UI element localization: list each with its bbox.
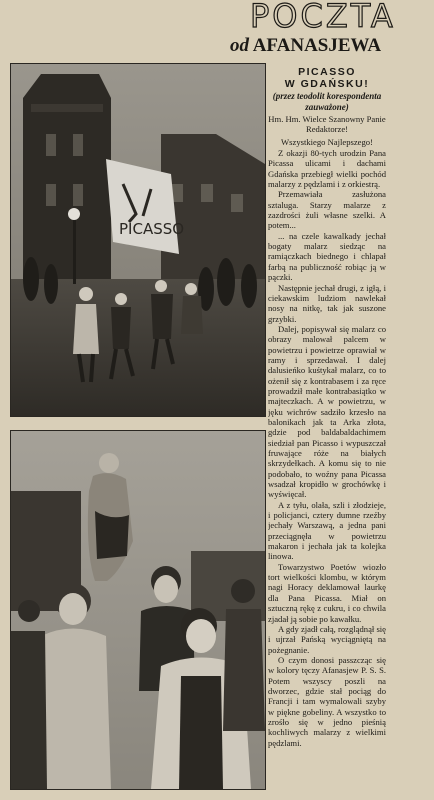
article-paragraph: Następnie jechał drugi, z igłą, i ciekawskim ludziom nawlekał nosy na nitkę, tak jak suszone grzybki. [268, 282, 386, 324]
article-paragraph: ... na czele kawalkady jechał bogaty malarz siedząc na ramiączkach biednego i chlapał farbą na publiczność robiąc ją w pączki. [268, 230, 386, 283]
article-paragraph: A z tyłu, olała, szli i złodzieje, i policjanci, cztery dumne rzeźby jechały Warszawą, a jedna pani przeciągnęła w powietrzu makaron i jechała jak ta kolejka linowa. [268, 499, 386, 562]
headline-line2: W GDAŃSKU! [284, 78, 370, 90]
photo-sculpture-image [11, 431, 265, 789]
byline-prefix: od [230, 35, 249, 56]
headline-line1: PICASSO [298, 66, 356, 78]
article-paragraph: A gdy zjadł całą, rozglądnął się i ujrzał Pańską wyciągniętą na pożegnanie. [268, 623, 386, 655]
photo-procession-image [11, 64, 265, 416]
article-column [268, 66, 386, 788]
article-paragraph: O czym donosi passzcząc się w kolory tęczy Afanasjew P. S. S. Potem wszyscy poszli na dworzec, gdzie stał pociąg do Francji i tam wymalowali szyby w piękne gobeliny. A wszystko to zrośło się w jedno pieśnią kochliwych malarzy z wielkimi pędzlami. [268, 654, 386, 748]
byline [230, 34, 430, 58]
masthead-title: POCZTA [250, 0, 396, 35]
banner-sign-text: PICASSO [119, 220, 185, 238]
article-paragraph: Przemawiała zasłużona sztaluga. Starzy malarze z zazdrości żuli własne szelki. A potem... [268, 189, 386, 231]
article-paragraph: Z okazji 80-tych urodzin Pana Picassa ulicami i dachami Gdańska przebiegł wielki pochód malarzy z pędzlami i z orkiestrą. [268, 148, 386, 190]
greeting-wishes: Wszystkiego Najlepszego! [281, 136, 373, 147]
article-paragraph: Dalej, popisywał się malarz co obrazy malował palcem w powietrzu i powietrze oprawiał w ramy i sprzedawał. I dalej dalusieńko kuśtykał malarz, co to ożenił się z kontrabasem i za ręce prowadził małe kontrabasiątko w majteczkach. A w powietrzu, w jęku wichrów sadziło krzesło na balonikach jak ta Arka złota, gdzie pod baldabaldachimem siedział pan Picasso i wypuszczał fruwające róże na białych skrzydełkach. A komu się to nie podobało, to woźny pana Picassa wsadzał kropidło w grochówkę i wyświęcał. [268, 323, 386, 500]
article-subhead: (przez teodolit korespondenta zauważone) [272, 91, 382, 112]
article-paragraph: Towarzystwo Poetów wiozło tort wielkości klombu, w którym nagi Horacy deklamował laurkę dla Pana Picassa. Miał on sztuczną rękę z cukru, i co chwila zjadał ją sobie po kawałku. [268, 561, 386, 624]
article-headline [268, 66, 386, 90]
byline-name: AFANASJEWA [252, 35, 382, 56]
greeting-line: Hm. Hm. Wielce Szanowny Panie Redaktorze! [268, 114, 386, 135]
photo-procession [10, 63, 266, 417]
photo-sculpture-crowd [10, 430, 266, 790]
